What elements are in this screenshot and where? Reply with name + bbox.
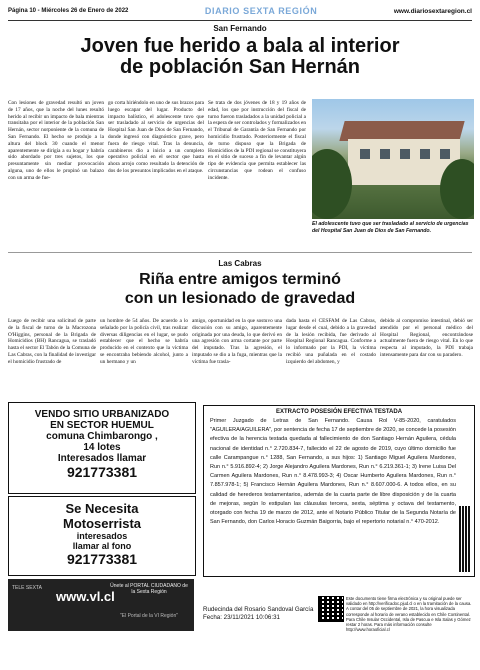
photo-window <box>420 149 430 159</box>
story1-kicker: San Fernando <box>213 24 267 33</box>
ad2-line3: interesados <box>76 531 128 541</box>
header-rule <box>8 20 472 21</box>
ad2-phone: 921773381 <box>66 551 138 567</box>
website-link[interactable]: www.diariosextaregion.cl <box>393 7 472 15</box>
signer-name: Rudecinda del Rosario Sandoval García <box>203 606 314 613</box>
qr-code-icon <box>318 596 344 622</box>
promo-slogan: "El Portal de la VI Región" <box>119 613 179 619</box>
photo-tree <box>312 149 352 219</box>
story2-column-4: dada hasta el CESFAM de Las Cabras, lugar desde el cual, debido a la gravedad de la lesión recibida, fue derivado al Hospital Regional Rancagua. Conforme a lo informado por la PDI, la víctima recibió una puñalada en el costado izquierdo del abdomen, y <box>286 318 376 365</box>
extract-title: EXTRACTO POSESIÓN EFECTIVA TESTADA <box>275 409 403 415</box>
story2-headline-line1: Riña entre amigos terminó <box>139 271 341 288</box>
story1-column-3: Se trata de dos jóvenes de 18 y 19 años de edad, los que por instrucción del fiscal de turno fueron trasladados a la unidad policial a la espera de ser controlados y formalizados en el Tribunal de Garantía de San Fernando por homicidio frustrado. Posteriormente el fiscal de turno dispuso que la Brigada de Homicidios de la PDI regional se constituyera en el sitio de suceso a fin de levantar algún tipo de evidencia que permita establecer las circunstancias que rodean el confuso incidente. <box>208 100 306 181</box>
story2-column-2: un hombre de 54 años. De acuerdo a lo señalado por la policía civil, tras realizar diversas diligencias en el lugar, se pudo establecer que el hecho se habría producido en el contexto que la víctima se encontraba bebiendo alcohol, junto a un hermano y un <box>100 318 188 365</box>
story1-column-2: go corta hiriéndolo en uno de sus brazos para luego escapar del lugar. Producto del impacto balístico, el adolescente tuvo que ser trasladado al servicio de urgencias del Hospital San Juan de Dios de San Fernando, donde ingresó con diagnóstico grave, pero fuera de riesgo vital. Tras la denuncia, carabineros dio a inicio a un completo operativo policial en el sector que hasta ahora arrojo como resultado la detención de dos de los presuntos implicados en el ataque. <box>108 100 204 174</box>
promo-brand: TELE SEXTA <box>12 585 42 591</box>
hospital-photo <box>312 99 474 219</box>
ad2-line4: llamar al fono <box>72 541 132 551</box>
story2-column-3: amigo, oportunidad en la que sostuvo una discusión con su amigo, aparentemente originada por una deuda, lo que derivó en una agresión con arma cortante por parte del imputado. Tras la agresión, el imputado se dio a la fuga, mientras que la víctima fue trasla- <box>192 318 282 365</box>
ad1-line4: 14 lotes <box>83 442 121 453</box>
ad1-line3: comuna Chimbarongo , <box>46 431 158 442</box>
photo-window <box>380 149 390 159</box>
story1-headline-line1: Joven fue herido a bala al interior <box>80 35 400 57</box>
promo-url[interactable]: www.vl.cl <box>56 589 115 604</box>
story2-headline <box>0 270 480 308</box>
signature-date: Fecha: 23/11/2021 10:06:31 <box>203 613 280 621</box>
masthead: DIARIO SEXTA REGIÓN <box>204 6 318 16</box>
ad1-line1: VENDO SITIO URBANIZADO <box>34 409 170 420</box>
page-header <box>8 4 472 18</box>
photo-roof <box>339 121 464 141</box>
story2-kicker: Las Cabras <box>218 259 262 268</box>
page-number-date: Página 10 - Miércoles 26 de Enero de 2022 <box>8 8 129 14</box>
story2-column-5: debido al compromiso intestinal, debió ser atendido por el personal médico del Hospital Regional, encontrándose actualmente fuera de riesgo vital. En lo que respecta al imputado, la PDI trabaja intensamente para dar con su paradero. <box>380 318 473 358</box>
promo-banner[interactable] <box>8 579 194 631</box>
legal-extract <box>203 405 475 577</box>
story1-column-1: Con lesiones de gravedad resultó un joven de 17 años, que la noche del lunes resultó herido al recibir un impacto de bala mientras transitaba por el interior de la población San Hernán, sector norponiente de la comuna de San Fernando. El hecho se produjo a la altura del block 30 cuando el menor aparentemente se dirigía a su hogar y habría sido abordado por tres sujetos, los que presuntamente sin mediar provocación alguna, uno de ellos le propinó un balazo con un arma de fue- <box>8 100 104 181</box>
section-divider <box>8 252 472 253</box>
classified-ad-land <box>8 402 196 494</box>
photo-caption: El adolescente tuvo que ser trasladado al servicio de urgencias del Hospital San Juan de Dios de San Fernando. <box>312 221 469 234</box>
classified-ad-job <box>8 496 196 576</box>
ad1-line5: Interesados llamar <box>57 453 147 464</box>
signature-block <box>203 606 313 621</box>
ad2-line2: Motoserrista <box>62 516 142 531</box>
extract-body: Primer Juzgado de Letras de San Fernando. Causa Rol V-85-2020, caratulados "AGUILERA/AGUILERA", por sentencia de fecha 17 de septiembre de 2020, se concede la posesión efectiva de la herencia testada quedada al fallecimiento de don Santiago Hernán Aguilera, cédula nacional de identidad n.° 2.720.834-7, fallecido el 22 de agosto de 2019, cuyo último domicilio fue calle Carampangue n.° 1288, San Fernando, a sus hijos: 1) Santiago Miguel Aguilera Mardones, Run n.° 5.916.892-4; 2) Jorge Alejandro Aguilera Mardones, Run n.° 6.219.361-1; 3) Irene Luisa Del Carmen Aguilera Mardones, Run n.° 8.478.993-3; 4) Oscar Humberto Aguilera Mardones, Run n.° 7.857.978-1; 5) Francisco Hernán Aguilera Mardones, Run n.° 8.607.000-6. A todos ellos, en su calidad de herederos testamentarios, además de la cuarta parte de libre disposición y de la cuarta de mejoras, según lo estipulan las cláusulas tercera, sexta, séptima y octava del testamento, otorgado con fecha 19 de marzo de 2012, ante el Notario Público Titular de la Segunda Notaría de San Fernando, don Carlos Horacio Guzmán Baigorria, bajo el repertorio notarial n.° 470-2012. <box>210 418 456 526</box>
verification-note: Este documento tiene firma electrónica y su original puede ser validado en http://verificadoc.pjud.cl o en la tramitación de la causa. A contar del 05 de septiembre de 2021, la hora visualizada corresponde al horario de verano establecido en Chile Continental. Para Chile Insular Occidental, Isla de Pascua e Isla Salas y Gómez restar 2 horas. Para más información consulte http://www.horaoficial.cl <box>346 596 472 633</box>
photo-window <box>440 149 450 159</box>
story2-headline-line2: con un lesionado de gravedad <box>124 290 356 307</box>
ad2-line1: Se Necesita <box>65 501 139 516</box>
barcode-icon <box>459 506 471 572</box>
photo-tree <box>440 159 474 219</box>
ad1-phone: 921773381 <box>66 464 138 480</box>
story1-headline <box>0 36 480 78</box>
promo-tagline: Únete al PORTAL CIUDADANO de la Sexta Región <box>110 583 188 595</box>
photo-window <box>360 149 370 159</box>
photo-window <box>400 149 410 159</box>
story2-column-1: Luego de recibir una solicitud de parte de la fiscal de turno de la Macrozona O'Higgins, personal de la Brigada de Homicidios (BH) Rancagua, se trasladó hasta el sector El Tabón de la Comuna de Las Cabras, con la finalidad de investigar el homicidio frustrado de <box>8 318 96 365</box>
story1-headline-line2: de población San Hernán <box>119 56 361 78</box>
ad1-line2: EN SECTOR HUEMUL <box>50 420 154 431</box>
